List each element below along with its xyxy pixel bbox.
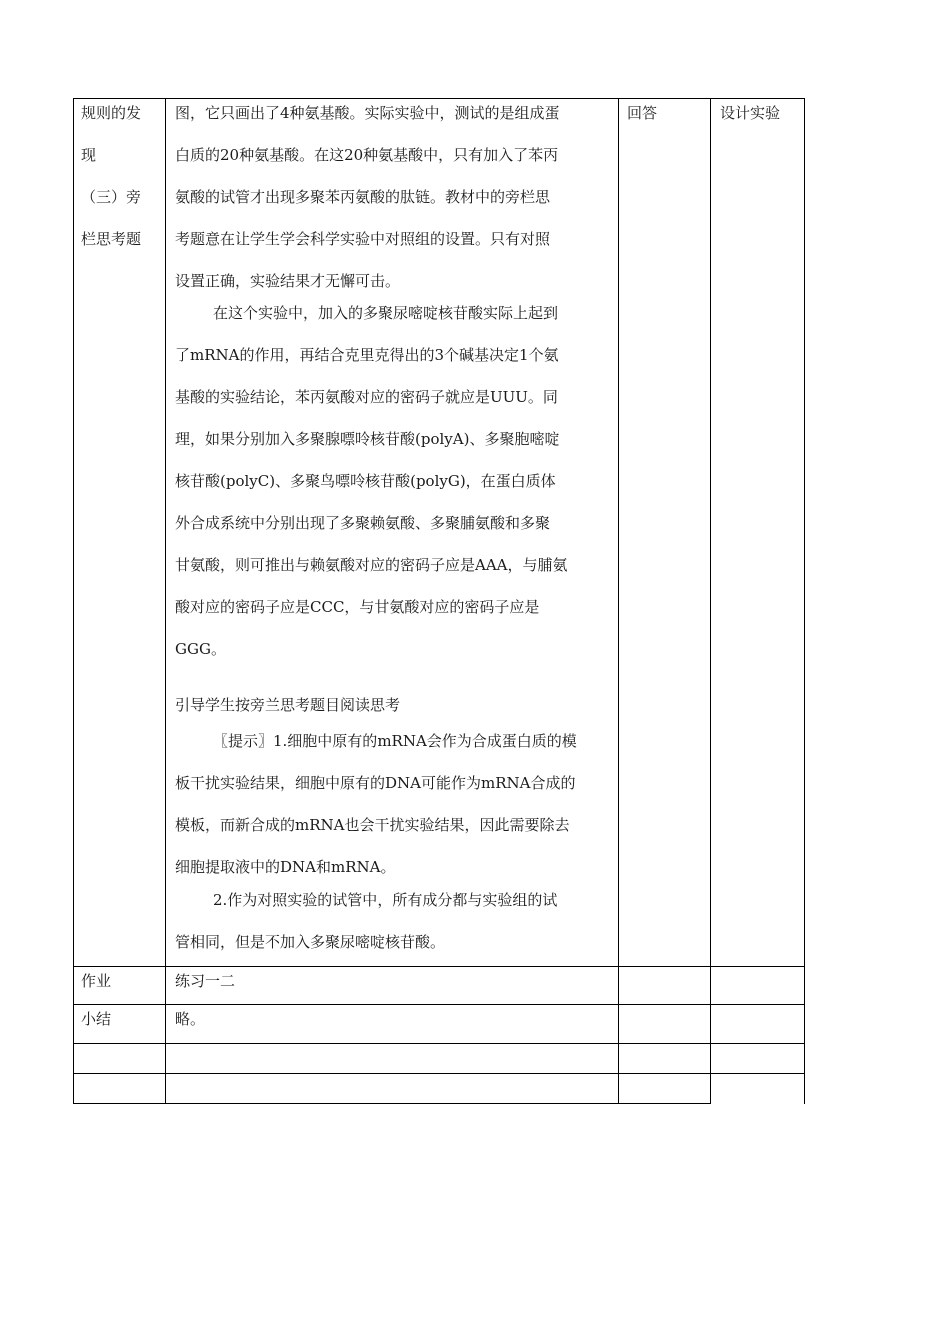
text-line: GGG。 [175, 640, 226, 658]
row1-col2-hint-2 [175, 879, 611, 963]
table-col-divider-1 [165, 98, 166, 1104]
text-line: 考题意在让学生学会科学实验中对照组的设置。只有对照 [175, 230, 551, 248]
row1-col1-line: 规则的发 [81, 104, 142, 122]
table-border-right [804, 98, 805, 1104]
table-border-bottom [73, 1103, 711, 1104]
row1-col4-text: 设计实验 [720, 104, 781, 122]
row1-col2-hint [175, 720, 611, 888]
table-row-divider-3 [73, 1043, 805, 1044]
text-line: 了mRNA的作用，再结合克里克得出的3个碱基决定1个氨 [175, 346, 559, 364]
text-line: 图，它只画出了4种氨基酸。实际实验中，测试的是组成蛋 [175, 104, 560, 122]
row2-col2-text: 练习一二 [175, 972, 236, 990]
text-line: 〖提示〗1.细胞中原有的mRNA会作为合成蛋白质的模 [213, 732, 577, 750]
text-line: 理，如果分别加入多聚腺嘌呤核苷酸(polyA)、多聚胞嘧啶 [175, 430, 560, 448]
table-col-divider-2 [618, 98, 619, 1104]
text-line: 氨酸的试管才出现多聚苯丙氨酸的肽链。教材中的旁栏思 [175, 188, 551, 206]
row1-col1-line: 现 [81, 146, 97, 164]
text-line: 引导学生按旁兰思考题目阅读思考 [175, 696, 401, 714]
row2-col1-text: 作业 [81, 972, 112, 990]
text-line: 2.作为对照实验的试管中，所有成分都与实验组的试 [213, 891, 558, 909]
row1-col1-text [81, 92, 141, 260]
text-line: 基酸的实验结论，苯丙氨酸对应的密码子就应是UUU。同 [175, 388, 558, 406]
text-line: 板干扰实验结果，细胞中原有的DNA可能作为mRNA合成的 [175, 774, 576, 792]
table-row-divider-4 [73, 1073, 805, 1074]
text-line: 在这个实验中，加入的多聚尿嘧啶核苷酸实际上起到 [213, 304, 559, 322]
row1-col1-line: 栏思考题 [81, 230, 142, 248]
row3-col1-text: 小结 [81, 1010, 112, 1028]
row3-col2-text: 略。 [175, 1010, 206, 1028]
row1-col1-line: （三）旁 [81, 188, 142, 206]
text-line: 模板，而新合成的mRNA也会干扰实验结果，因此需要除去 [175, 816, 570, 834]
table-border-left [73, 98, 74, 1104]
row1-col2-paragraph-1 [175, 92, 611, 302]
table-col-divider-3 [710, 98, 711, 1104]
text-line: 设置正确，实验结果才无懈可击。 [175, 272, 401, 290]
text-line: 白质的20种氨基酸。在这20种氨基酸中，只有加入了苯丙 [175, 146, 559, 164]
text-line: 核苷酸(polyC)、多聚鸟嘌呤核苷酸(polyG)，在蛋白质体 [175, 472, 556, 490]
text-line: 外合成系统中分别出现了多聚赖氨酸、多聚脯氨酸和多聚 [175, 514, 551, 532]
text-line: 酸对应的密码子应是CCC，与甘氨酸对应的密码子应是 [175, 598, 540, 616]
row1-col2-paragraph-2 [175, 292, 611, 670]
text-line: 甘氨酸，则可推出与赖氨酸对应的密码子应是AAA，与脯氨 [175, 556, 568, 574]
text-line: 细胞提取液中的DNA和mRNA。 [175, 858, 396, 876]
row1-col3-text: 回答 [627, 104, 658, 122]
text-line: 管相同，但是不加入多聚尿嘧啶核苷酸。 [175, 933, 446, 951]
